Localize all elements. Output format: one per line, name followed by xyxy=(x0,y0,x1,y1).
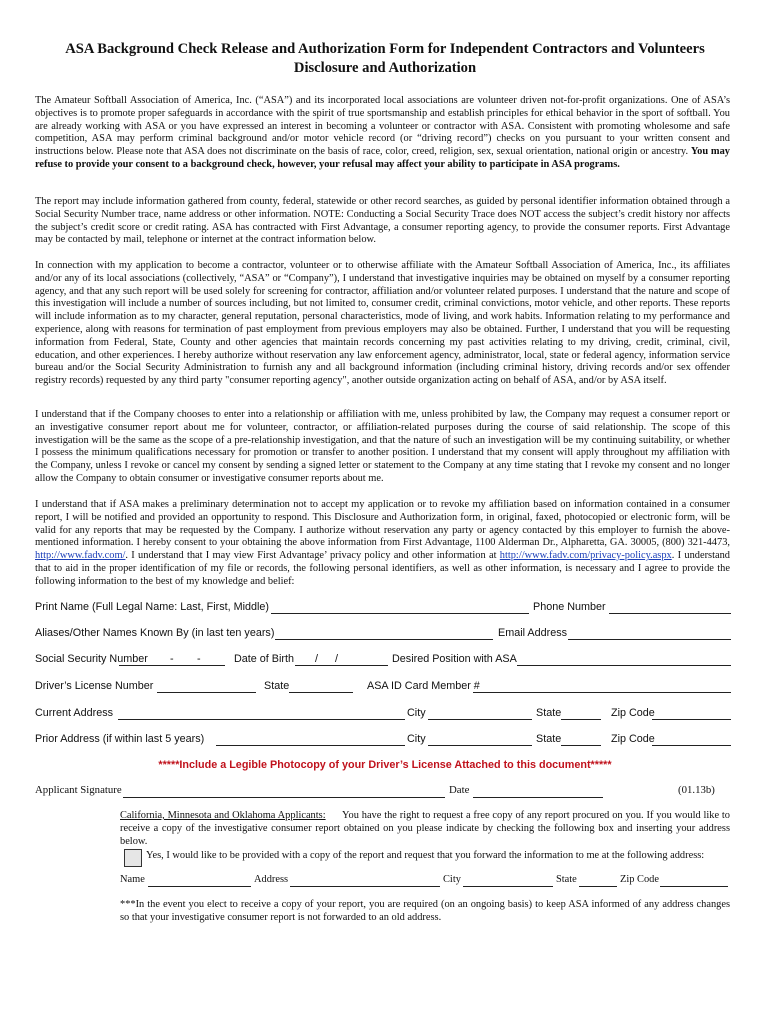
current-city-label: City xyxy=(407,707,426,719)
signature-date-label: Date xyxy=(449,784,470,796)
identity-row xyxy=(35,652,735,670)
asa-id-label: ASA ID Card Member # xyxy=(367,680,480,692)
dob-slash-1: / xyxy=(315,653,318,665)
license-field[interactable] xyxy=(157,692,256,693)
prior-city-label: City xyxy=(407,733,426,745)
copy-address-row xyxy=(120,874,730,890)
copy-address-field[interactable] xyxy=(290,886,440,887)
license-copy-notice: *****Include a Legible Photocopy of your Driver’s License Attached to this document***** xyxy=(158,759,612,771)
aliases-field[interactable] xyxy=(275,639,493,640)
print-name-label: Print Name (Full Legal Name: Last, First, Middle) xyxy=(35,601,270,613)
license-state-label: State xyxy=(264,680,290,692)
address-change-footnote: ***In the event you elect to receive a copy of your report, you are required (on an ongoing basis) to keep ASA informed of any address changes so that your investigative consumer report is not forwarded to an old address. xyxy=(120,899,730,923)
prior-city-field[interactable] xyxy=(428,745,532,746)
dob-field[interactable] xyxy=(295,665,388,666)
prior-address-label: Prior Address (if within last 5 years) xyxy=(35,733,205,745)
privacy-policy-link[interactable]: http://www.fadv.com/privacy-policy.aspx xyxy=(499,550,672,562)
intro-bold-text: You may refuse to provide your consent to a background check, however, your refusal may affect your ability to participate in ASA programs. xyxy=(35,146,730,170)
current-address-row xyxy=(35,706,735,724)
determination-paragraph xyxy=(35,499,730,589)
phone-field[interactable] xyxy=(609,613,731,614)
license-row xyxy=(35,679,735,697)
copy-request-checkbox[interactable] xyxy=(124,849,142,867)
license-label: Driver’s License Number xyxy=(35,680,154,692)
title-line-2: Disclosure and Authorization xyxy=(293,60,477,76)
signature-date-field[interactable] xyxy=(473,797,603,798)
dob-slash-2: / xyxy=(335,653,338,665)
ssn-label: Social Security Number xyxy=(35,653,148,665)
dob-label: Date of Birth xyxy=(234,653,295,665)
determination-text-a: I understand that if ASA makes a preliminary determination not to accept my application or to revoke my affiliation based on information contained in a consumer report, I will be notified and provided an opportunity to respond. This Disclosure and Authorization form, in original, faxed, photocopied or electronic form, will be valid for any reports that may be requested by the Company. I authorize without reservation any party or agency contacted by this employer to furnish the above-mentioned information. I hereby consent to your obtaining the above information from First Advantage, 1100 Alderman Dr., Alpharetta, GA. 30005, (800) 321-4473, xyxy=(35,499,730,549)
desired-position-field[interactable] xyxy=(517,665,731,666)
copy-zip-field[interactable] xyxy=(660,886,728,887)
current-zip-field[interactable] xyxy=(652,719,731,720)
page-title xyxy=(20,40,750,78)
email-label: Email Address xyxy=(498,627,568,639)
current-state-field[interactable] xyxy=(561,719,601,720)
copy-address-label: Address xyxy=(254,874,289,885)
copy-state-field[interactable] xyxy=(579,886,617,887)
prior-state-label: State xyxy=(536,733,562,745)
aliases-label: Aliases/Other Names Known By (in last ten years) xyxy=(35,627,275,639)
copy-name-label: Name xyxy=(120,874,145,885)
phone-label: Phone Number xyxy=(533,601,606,613)
copy-city-label: City xyxy=(443,874,461,885)
current-address-field[interactable] xyxy=(118,719,405,720)
signature-row xyxy=(35,784,735,802)
asa-id-field[interactable] xyxy=(473,692,731,693)
email-field[interactable] xyxy=(568,639,731,640)
state-applicants-notice xyxy=(120,810,730,848)
prior-address-field[interactable] xyxy=(216,745,405,746)
current-address-label: Current Address xyxy=(35,707,114,719)
state-applicants-text: You have the right to request a free copy of any report procured on you. If you would like to receive a copy of the investigative consumer report obtained on you please indicate by checking the following box and inserting your address below. xyxy=(120,810,730,847)
intro-paragraph xyxy=(35,95,730,172)
prior-zip-field[interactable] xyxy=(652,745,731,746)
license-state-field[interactable] xyxy=(289,692,353,693)
state-applicants-heading: California, Minnesota and Oklahoma Applicants: xyxy=(120,810,326,821)
prior-address-row xyxy=(35,732,735,750)
copy-zip-label: Zip Code xyxy=(620,874,659,885)
signature-label: Applicant Signature xyxy=(35,784,122,796)
title-line-1: ASA Background Check Release and Authorization Form for Independent Contractors and Volunteers xyxy=(65,41,705,57)
ssn-dash-2: - xyxy=(197,653,201,665)
copy-name-field[interactable] xyxy=(148,886,251,887)
report-paragraph: The report may include information gathered from county, federal, statewide or other record searches, as guided by personal identifier information obtained through a Social Security Number trace, name address or other information. NOTE: Conducting a Social Security Trace does NOT access the subject’s credit history nor affects the subject’s credit score or credit rating. ASA has contracted with First Advantage, a consumer reporting agency, to provide the consumer reports. First Advantage may be contacted by mail, telephone or internet at the contract information below. xyxy=(35,196,730,246)
current-state-label: State xyxy=(536,707,562,719)
desired-position-label: Desired Position with ASA xyxy=(392,653,517,665)
determination-text-b: . I understand that I may view First Advantage’ privacy policy and other information at xyxy=(125,550,497,562)
print-name-field[interactable] xyxy=(271,613,529,614)
prior-state-field[interactable] xyxy=(561,745,601,746)
copy-city-field[interactable] xyxy=(463,886,553,887)
form-version: (01.13b) xyxy=(678,784,715,796)
copy-request-label: Yes, I would like to be provided with a copy of the report and request that you forward the information to me at the following address: xyxy=(146,850,705,861)
intro-text: The Amateur Softball Association of America, Inc. (“ASA”) and its incorporated local associations are volunteer driven not-for-profit organizations. One of ASA’s objectives is to promote proper safeguards in accordance with the spirit of true sportsmanship and establish principles for ethical behavior in the sport of softball. You are already working with ASA or you have expressed an interest in becoming a volunteer or contractor with ASA. Consistent with promoting wholesome and safe competition, ASA may perform criminal background and/or motor vehicle record (or “driving record”) checks on you pursuant to your written consent and instructions below. Please note that ASA does not discriminate on the basis of race, color, creed, religion, sex, sexual orientation, national origin or ancestry. xyxy=(35,95,730,158)
name-row xyxy=(35,600,735,618)
signature-field[interactable] xyxy=(123,797,445,798)
consent-paragraph: In connection with my application to become a contractor, volunteer or to otherwise affiliate with the Amateur Softball Association of America, Inc., its affiliates and/or any of its local associations (collectively, “ASA” or “Company”), I understand that investigative inquiries may be obtained on myself by a consumer reporting agency, and that any such report will be used solely for screening for contractor, affiliation and/or volunteer related purposes. I understand that the nature and scope of this investigation will include a number of sources including, but not limited to, consumer credit, criminal convictions, motor vehicle, and other reports. These reports will include information as to my character, general reputation, personal characteristics, mode of living, and work habits. Information relating to my performance and experience, along with reasons for termination of past employment from previous employers may also be obtained. Further, I understand that you will be requesting information from Federal, State, County and other agencies that maintain records concerning my past activities relating to my driving, credit, criminal, civil, education, and other experiences. I hereby authorize without reservation any law enforcement agency, administrator, local, state or federal agency, information service bureau and/or the Social Security Administration to furnish any and all background information (including criminal history, driving records and/or sex offender registry records) requested by any third party "consumer reporting agency", another outside organization acting on behalf of ASA, and/or by ASA itself. xyxy=(35,260,730,387)
determination-text-c: . I understand that to aid in the proper identification of my file or records, the following personal identifiers, as well as other information, is necessary and I agree to provide the following information to the best of my knowledge and belief: xyxy=(35,550,730,587)
copy-state-label: State xyxy=(556,874,577,885)
prior-zip-label: Zip Code xyxy=(611,733,655,745)
relationship-paragraph: I understand that if the Company chooses to enter into a relationship or affiliation with me, unless prohibited by law, the Company may request a consumer report or an investigative consumer report about me for volunteer, contractor, or affiliation-related purposes during the course of said relationship. The scope of this investigation will be the same as the scope of a pre-relationship investigation, and that the nature of such an investigation will be my continuing suitability, or whether I possess the minimum qualifications necessary for promotion or transfer to another position. I understand that my consent will apply throughout my affiliation with the Company, unless I revoke or cancel my consent by sending a signed letter or statement to the Company at any time stating that I revoke my consent and no longer allow the Company to obtain consumer or investigative consumer reports about me. xyxy=(35,409,730,484)
ssn-dash-1: - xyxy=(170,653,174,665)
fadv-link[interactable]: http://www.fadv.com/ xyxy=(35,550,126,562)
current-zip-label: Zip Code xyxy=(611,707,655,719)
aliases-row xyxy=(35,626,735,644)
current-city-field[interactable] xyxy=(428,719,532,720)
